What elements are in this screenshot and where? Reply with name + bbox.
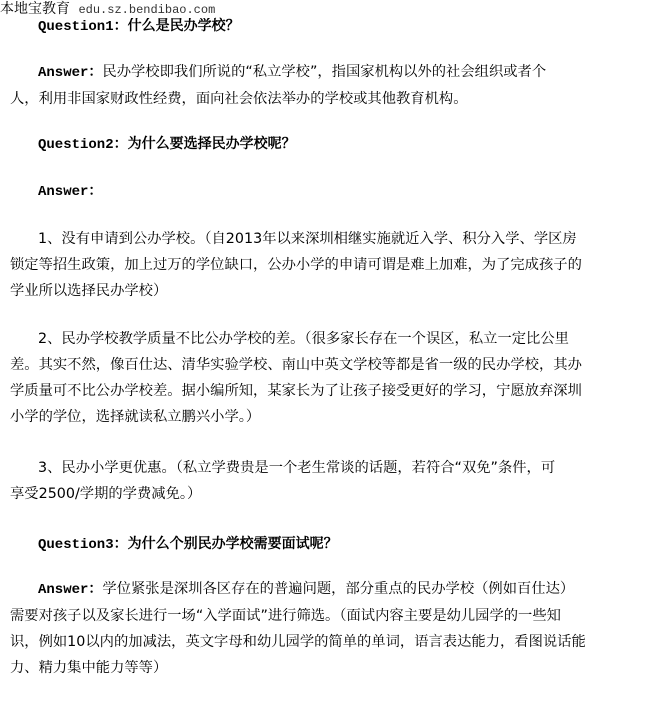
reason-2-line-1: 2、民办学校教学质量不比公办学校的差。（很多家长存在一个误区，私立一定比公里 <box>38 331 569 347</box>
question-1-heading <box>38 15 240 38</box>
question-2-label: Question2： <box>38 137 128 153</box>
answer-1-line-1 <box>10 59 653 86</box>
question-2-title: 为什么要选择民办学校呢？ <box>127 136 296 152</box>
watermark-site-name: 本地宝教育 <box>0 1 70 17</box>
question-1-label: Question1： <box>38 19 128 35</box>
answer-3-label: Answer： <box>38 582 103 598</box>
question-3-label: Question3： <box>38 537 128 553</box>
reason-1-line-2: 锁定等招生政策，加上过万的学位缺口，公办小学的申请可谓是难上加难，为了完成孩子的 <box>10 257 582 273</box>
answer-2-reason-2 <box>10 326 653 430</box>
answer-3-line-2: 需要对孩子以及家长进行一场“入学面试”进行筛选。（面试内容主要是幼儿园学的一些知 <box>10 608 561 624</box>
answer-1-label: Answer： <box>38 65 103 81</box>
answer-2-heading <box>38 180 102 203</box>
reason-2-line-2: 差。其实不然，像百仕达、清华实验学校、南山中英文学校等都是省一级的民办学校，其办 <box>10 357 582 373</box>
reason-3-line-2: 享受2500/学期的学费减免。） <box>10 486 202 502</box>
answer-3-line-4: 力、精力集中能力等等） <box>10 660 168 676</box>
answer-2-label: Answer： <box>38 184 103 200</box>
answer-1-line-2: 人，利用非国家财政性经费，面向社会依法举办的学校或其他教育机构。 <box>10 91 468 107</box>
reason-1-line-3: 学业所以选择民办学校） <box>10 283 168 299</box>
answer-1 <box>10 59 653 112</box>
answer-3 <box>10 576 653 681</box>
answer-3-text-1: 学位紧张是深圳各区存在的普遍问题，部分重点的民办学校（例如百仕达） <box>102 581 575 597</box>
reason-3-line-1: 3、民办小学更优惠。（私立学费贵是一个老生常谈的话题，若符合“双免”条件，可 <box>38 460 556 476</box>
answer-3-line-1 <box>10 576 653 603</box>
answer-2-reason-3 <box>10 455 653 507</box>
watermark-url: edu.sz.bendibao.com <box>78 3 216 17</box>
reason-1-line-1: 1、没有申请到公办学校。（自2013年以来深圳相继实施就近入学、积分入学、学区房 <box>38 231 577 247</box>
question-3-heading <box>38 533 338 556</box>
answer-1-text-1: 民办学校即我们所说的“私立学校”，指国家机构以外的社会组织或者个 <box>102 64 547 80</box>
question-2-heading <box>38 133 296 156</box>
answer-3-line-3: 识，例如10以内的加减法，英文字母和幼儿园学的简单的单词，语言表达能力，看图说话能 <box>10 634 586 650</box>
answer-2-reason-1 <box>10 226 653 304</box>
question-1-title: 什么是民办学校？ <box>127 18 240 34</box>
reason-2-line-3: 学质量可不比公办学校差。据小编所知，某家长为了让孩子接受更好的学习，宁愿放弃深圳 <box>10 383 582 399</box>
question-3-title: 为什么个别民办学校需要面试呢？ <box>127 536 338 552</box>
reason-2-line-4: 小学的学位，选择就读私立鹏兴小学。） <box>10 409 261 425</box>
watermark <box>0 0 215 18</box>
